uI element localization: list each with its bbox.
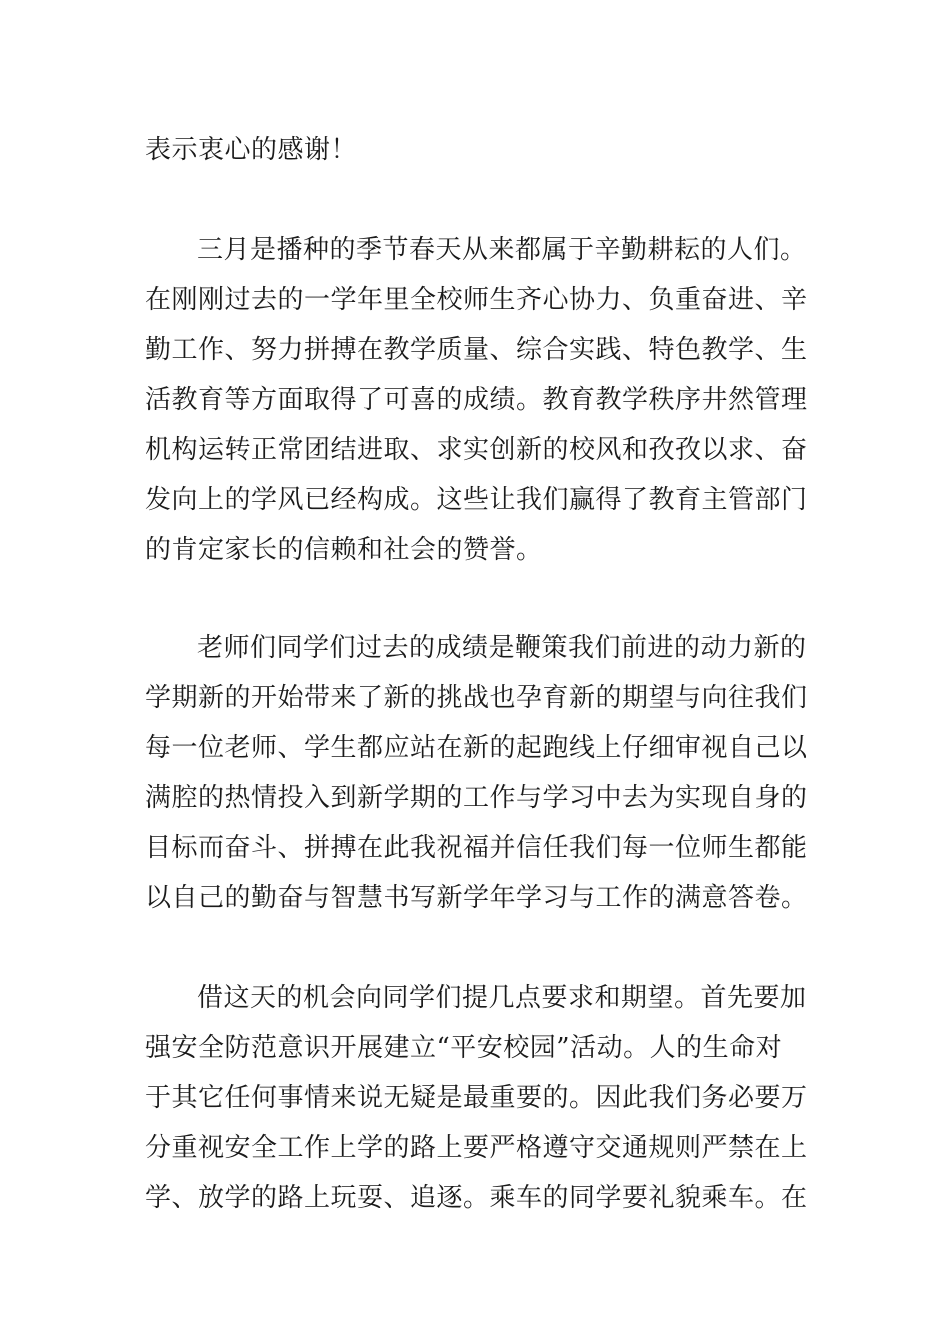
paragraph-2-line-6: 发向上的学风已经构成。这些让我们赢得了教育主管部门 [145, 485, 808, 515]
paragraph-2-line-2: 在刚刚过去的一学年里全校师生齐心协力、负重奋进、辛 [145, 285, 808, 315]
paragraph-4-line-2: 强安全防范意识开展建立“平安校园”活动。人的生命对 [145, 1033, 783, 1063]
paragraph-4-line-3: 于其它任何事情来说无疑是最重要的。因此我们务必要万 [145, 1083, 808, 1113]
paragraph-4-line-5: 学、放学的路上玩耍、追逐。乘车的同学要礼貌乘车。在 [145, 1183, 808, 1213]
paragraph-3-line-5: 目标而奋斗、拼搏在此我祝福并信任我们每一位师生都能 [145, 833, 808, 863]
paragraph-2-line-4: 活教育等方面取得了可喜的成绩。教育教学秩序井然管理 [145, 385, 808, 415]
paragraph-4-line-1: 借这天的机会向同学们提几点要求和期望。首先要加 [197, 983, 807, 1013]
paragraph-3-line-6: 以自己的勤奋与智慧书写新学年学习与工作的满意答卷。 [145, 883, 808, 913]
paragraph-2-line-1: 三月是播种的季节春天从来都属于辛勤耕耘的人们。 [197, 235, 807, 265]
paragraph-2-line-3: 勤工作、努力拼搏在教学质量、综合实践、特色教学、生 [145, 335, 808, 365]
paragraph-3-line-3: 每一位老师、学生都应站在新的起跑线上仔细审视自己以 [145, 733, 808, 763]
paragraph-3-line-4: 满腔的热情投入到新学期的工作与学习中去为实现自身的 [145, 783, 808, 813]
paragraph-4-line-4: 分重视安全工作上学的路上要严格遵守交通规则严禁在上 [145, 1133, 808, 1163]
paragraph-3-line-2: 学期新的开始带来了新的挑战也孕育新的期望与向往我们 [145, 683, 808, 713]
paragraph-2-line-7: 的肯定家长的信赖和社会的赞誉。 [145, 535, 543, 565]
paragraph-1-line-1: 表示衷心的感谢！ [145, 135, 358, 165]
paragraph-2-line-5: 机构运转正常团结进取、求实创新的校风和孜孜以求、奋 [145, 435, 808, 465]
paragraph-3-line-1: 老师们同学们过去的成绩是鞭策我们前进的动力新的 [197, 633, 807, 663]
